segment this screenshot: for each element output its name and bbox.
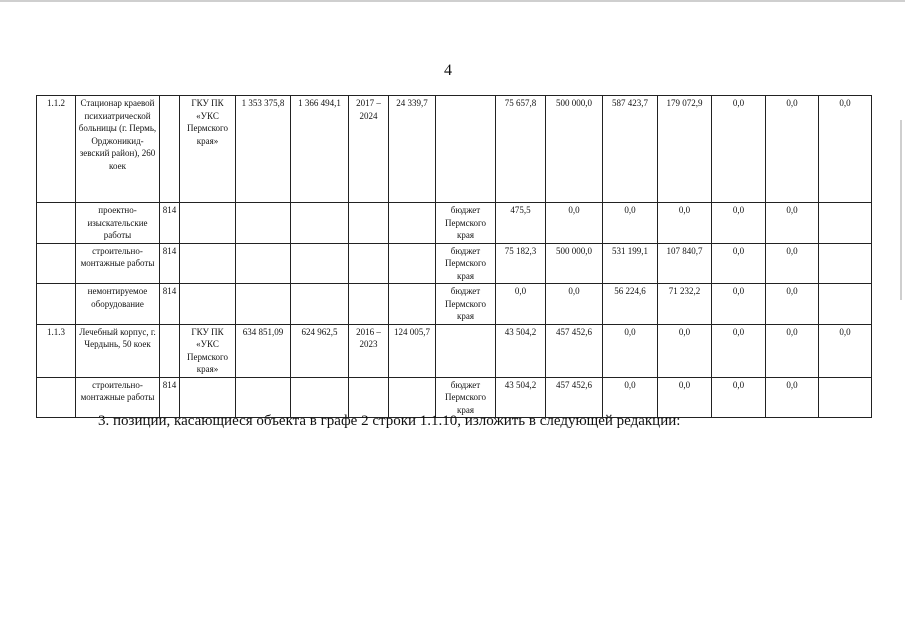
table-row xyxy=(37,96,872,203)
period-cell xyxy=(349,203,389,244)
row-number-cell xyxy=(37,284,76,325)
object-name-cell: Стационар краевой психиатрической больницы (г. Пермь, Орджоникид-зевский район), 260 коек xyxy=(76,96,160,203)
period-cell xyxy=(349,377,389,418)
estimated-cost-cell: 1 353 375,8 xyxy=(236,96,291,203)
cost-current-cell xyxy=(291,284,349,325)
year-4-cell: 71 232,2 xyxy=(658,284,712,325)
object-name-cell: Лечебный корпус, г. Чердынь, 50 коек xyxy=(76,324,160,377)
row-number-cell xyxy=(37,203,76,244)
year-1-cell: 43 504,2 xyxy=(496,377,546,418)
table-row xyxy=(37,377,872,418)
year-4-cell: 107 840,7 xyxy=(658,243,712,284)
year-7-cell: 0,0 xyxy=(819,96,872,203)
object-name-cell: немонтируемое оборудование xyxy=(76,284,160,325)
customer-cell: ГКУ ПК «УКС Пермского края» xyxy=(180,324,236,377)
year-7-cell xyxy=(819,284,872,325)
year-5-cell: 0,0 xyxy=(712,377,766,418)
year-3-cell: 587 423,7 xyxy=(603,96,658,203)
estimated-cost-cell xyxy=(236,203,291,244)
cost-current-cell: 1 366 494,1 xyxy=(291,96,349,203)
row-number-cell: 1.1.2 xyxy=(37,96,76,203)
year-2-cell: 0,0 xyxy=(546,203,603,244)
funding-source-cell: бюджет Пермского края xyxy=(436,203,496,244)
year-3-cell: 0,0 xyxy=(603,377,658,418)
year-5-cell: 0,0 xyxy=(712,203,766,244)
funding-source-cell xyxy=(436,96,496,203)
customer-cell: ГКУ ПК «УКС Пермского края» xyxy=(180,96,236,203)
year-1-cell: 43 504,2 xyxy=(496,324,546,377)
object-name-cell: строительно-монтажные работы xyxy=(76,243,160,284)
grbs-code-cell: 814 xyxy=(160,203,180,244)
year-3-cell: 0,0 xyxy=(603,324,658,377)
year-7-cell: 0,0 xyxy=(819,324,872,377)
year-4-cell: 179 072,9 xyxy=(658,96,712,203)
prev-funding-cell: 124 005,7 xyxy=(389,324,436,377)
customer-cell xyxy=(180,203,236,244)
year-6-cell: 0,0 xyxy=(766,96,819,203)
year-6-cell: 0,0 xyxy=(766,203,819,244)
prev-funding-cell xyxy=(389,243,436,284)
year-2-cell: 500 000,0 xyxy=(546,243,603,284)
grbs-code-cell: 814 xyxy=(160,284,180,325)
estimated-cost-cell xyxy=(236,243,291,284)
row-number-cell xyxy=(37,377,76,418)
period-cell: 2017 – 2024 xyxy=(349,96,389,203)
funding-source-cell: бюджет Пермского края xyxy=(436,243,496,284)
year-6-cell: 0,0 xyxy=(766,324,819,377)
year-6-cell: 0,0 xyxy=(766,243,819,284)
year-4-cell: 0,0 xyxy=(658,377,712,418)
grbs-code-cell: 814 xyxy=(160,243,180,284)
year-5-cell: 0,0 xyxy=(712,284,766,325)
year-5-cell: 0,0 xyxy=(712,324,766,377)
year-2-cell: 0,0 xyxy=(546,284,603,325)
year-7-cell xyxy=(819,203,872,244)
year-5-cell: 0,0 xyxy=(712,96,766,203)
year-4-cell: 0,0 xyxy=(658,324,712,377)
year-1-cell: 75 182,3 xyxy=(496,243,546,284)
estimated-cost-cell: 634 851,09 xyxy=(236,324,291,377)
cost-current-cell xyxy=(291,203,349,244)
period-cell xyxy=(349,284,389,325)
estimated-cost-cell xyxy=(236,377,291,418)
prev-funding-cell: 24 339,7 xyxy=(389,96,436,203)
object-name-cell: строительно-монтажные работы xyxy=(76,377,160,418)
period-cell: 2016 – 2023 xyxy=(349,324,389,377)
customer-cell xyxy=(180,377,236,418)
grbs-code-cell xyxy=(160,324,180,377)
period-cell xyxy=(349,243,389,284)
object-name-cell: проектно-изыскательские работы xyxy=(76,203,160,244)
year-6-cell: 0,0 xyxy=(766,377,819,418)
row-number-cell xyxy=(37,243,76,284)
row-number-cell: 1.1.3 xyxy=(37,324,76,377)
funding-source-cell: бюджет Пермского края xyxy=(436,284,496,325)
cost-current-cell xyxy=(291,377,349,418)
year-3-cell: 0,0 xyxy=(603,203,658,244)
year-1-cell: 475,5 xyxy=(496,203,546,244)
page-number: 4 xyxy=(444,62,452,79)
scan-edge-right xyxy=(900,120,902,300)
table-row xyxy=(37,203,872,244)
caption-text: 3. позиции, касающиеся объекта в графе 2 строки 1.1.10, изложить в следующей редакции: xyxy=(98,413,681,429)
estimated-cost-cell xyxy=(236,284,291,325)
cost-current-cell: 624 962,5 xyxy=(291,324,349,377)
funding-source-cell: бюджет Пермского края xyxy=(436,377,496,418)
year-6-cell: 0,0 xyxy=(766,284,819,325)
table-row xyxy=(37,243,872,284)
budget-table xyxy=(36,95,872,418)
prev-funding-cell xyxy=(389,377,436,418)
year-2-cell: 457 452,6 xyxy=(546,324,603,377)
prev-funding-cell xyxy=(389,284,436,325)
grbs-code-cell: 814 xyxy=(160,377,180,418)
year-7-cell xyxy=(819,377,872,418)
scan-edge-top xyxy=(0,0,905,2)
year-2-cell: 500 000,0 xyxy=(546,96,603,203)
table-row xyxy=(37,284,872,325)
grbs-code-cell xyxy=(160,96,180,203)
table-row xyxy=(37,324,872,377)
cost-current-cell xyxy=(291,243,349,284)
year-3-cell: 56 224,6 xyxy=(603,284,658,325)
year-2-cell: 457 452,6 xyxy=(546,377,603,418)
customer-cell xyxy=(180,243,236,284)
prev-funding-cell xyxy=(389,203,436,244)
year-7-cell xyxy=(819,243,872,284)
funding-source-cell xyxy=(436,324,496,377)
customer-cell xyxy=(180,284,236,325)
year-3-cell: 531 199,1 xyxy=(603,243,658,284)
year-4-cell: 0,0 xyxy=(658,203,712,244)
year-5-cell: 0,0 xyxy=(712,243,766,284)
year-1-cell: 75 657,8 xyxy=(496,96,546,203)
year-1-cell: 0,0 xyxy=(496,284,546,325)
